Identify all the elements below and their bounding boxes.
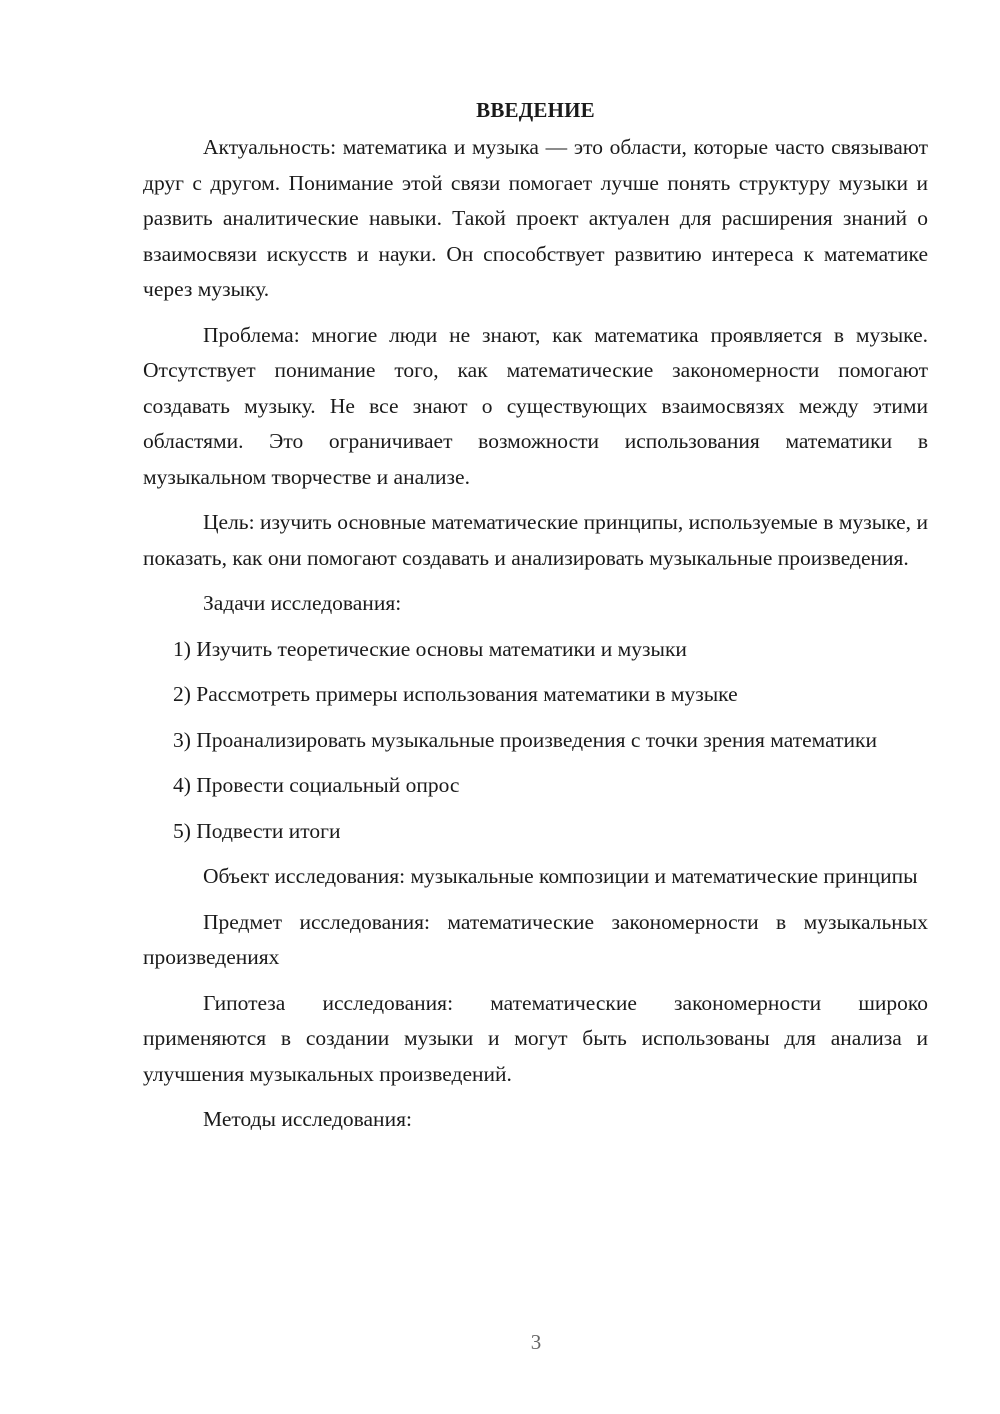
task-item: 5) Подвести итоги: [173, 818, 341, 843]
problem-paragraph: Проблема: многие люди не знают, как математика проявляется в музыке. Отсутствует понимание того, как математические закономерности помогают создавать музыку. Не все знают о существующих взаимосвязях между этими областями. Это ограничивает возможности использования математики в музыкальном творчестве и анализе.: [143, 322, 928, 489]
methods-heading: Методы исследования:: [203, 1107, 412, 1131]
task-item: 2) Рассмотреть примеры использования математики в музыке: [173, 682, 738, 706]
subject-paragraph: Предмет исследования: математические закономерности в музыкальных произведениях: [143, 909, 928, 969]
relevance-paragraph: Актуальность: математика и музыка — это области, которые часто связывают друг с другом. Понимание этой связи помогает лучше понять структуру музыки и развить аналитические навыки. Такой проект актуален для расширения знаний о взаимосвязи искусств и науки. Он способствует развитию интереса к математике через музыку.: [143, 135, 928, 301]
object-paragraph: Объект исследования: музыкальные композиции и математические принципы: [203, 864, 918, 888]
document-page: [143, 92, 928, 1148]
tasks-list: [143, 632, 928, 850]
task-item: 4) Провести социальный опрос: [173, 773, 460, 797]
task-item: 3) Проанализировать музыкальные произведения с точки зрения математики: [173, 727, 877, 752]
page-number: 3: [530, 1330, 542, 1354]
task-item: 1) Изучить теоретические основы математики и музыки: [173, 636, 687, 661]
tasks-heading: Задачи исследования:: [203, 591, 402, 615]
hypothesis-paragraph: Гипотеза исследования: математические закономерности широко применяются в создании музыки и могут быть использованы для анализа и улучшения музыкальных произведений.: [143, 990, 928, 1086]
section-title: ВВЕДЕНИЕ: [476, 98, 595, 122]
goal-paragraph: Цель: изучить основные математические принципы, используемые в музыке, и показать, как они помогают создавать и анализировать музыкальные произведения.: [143, 510, 928, 570]
